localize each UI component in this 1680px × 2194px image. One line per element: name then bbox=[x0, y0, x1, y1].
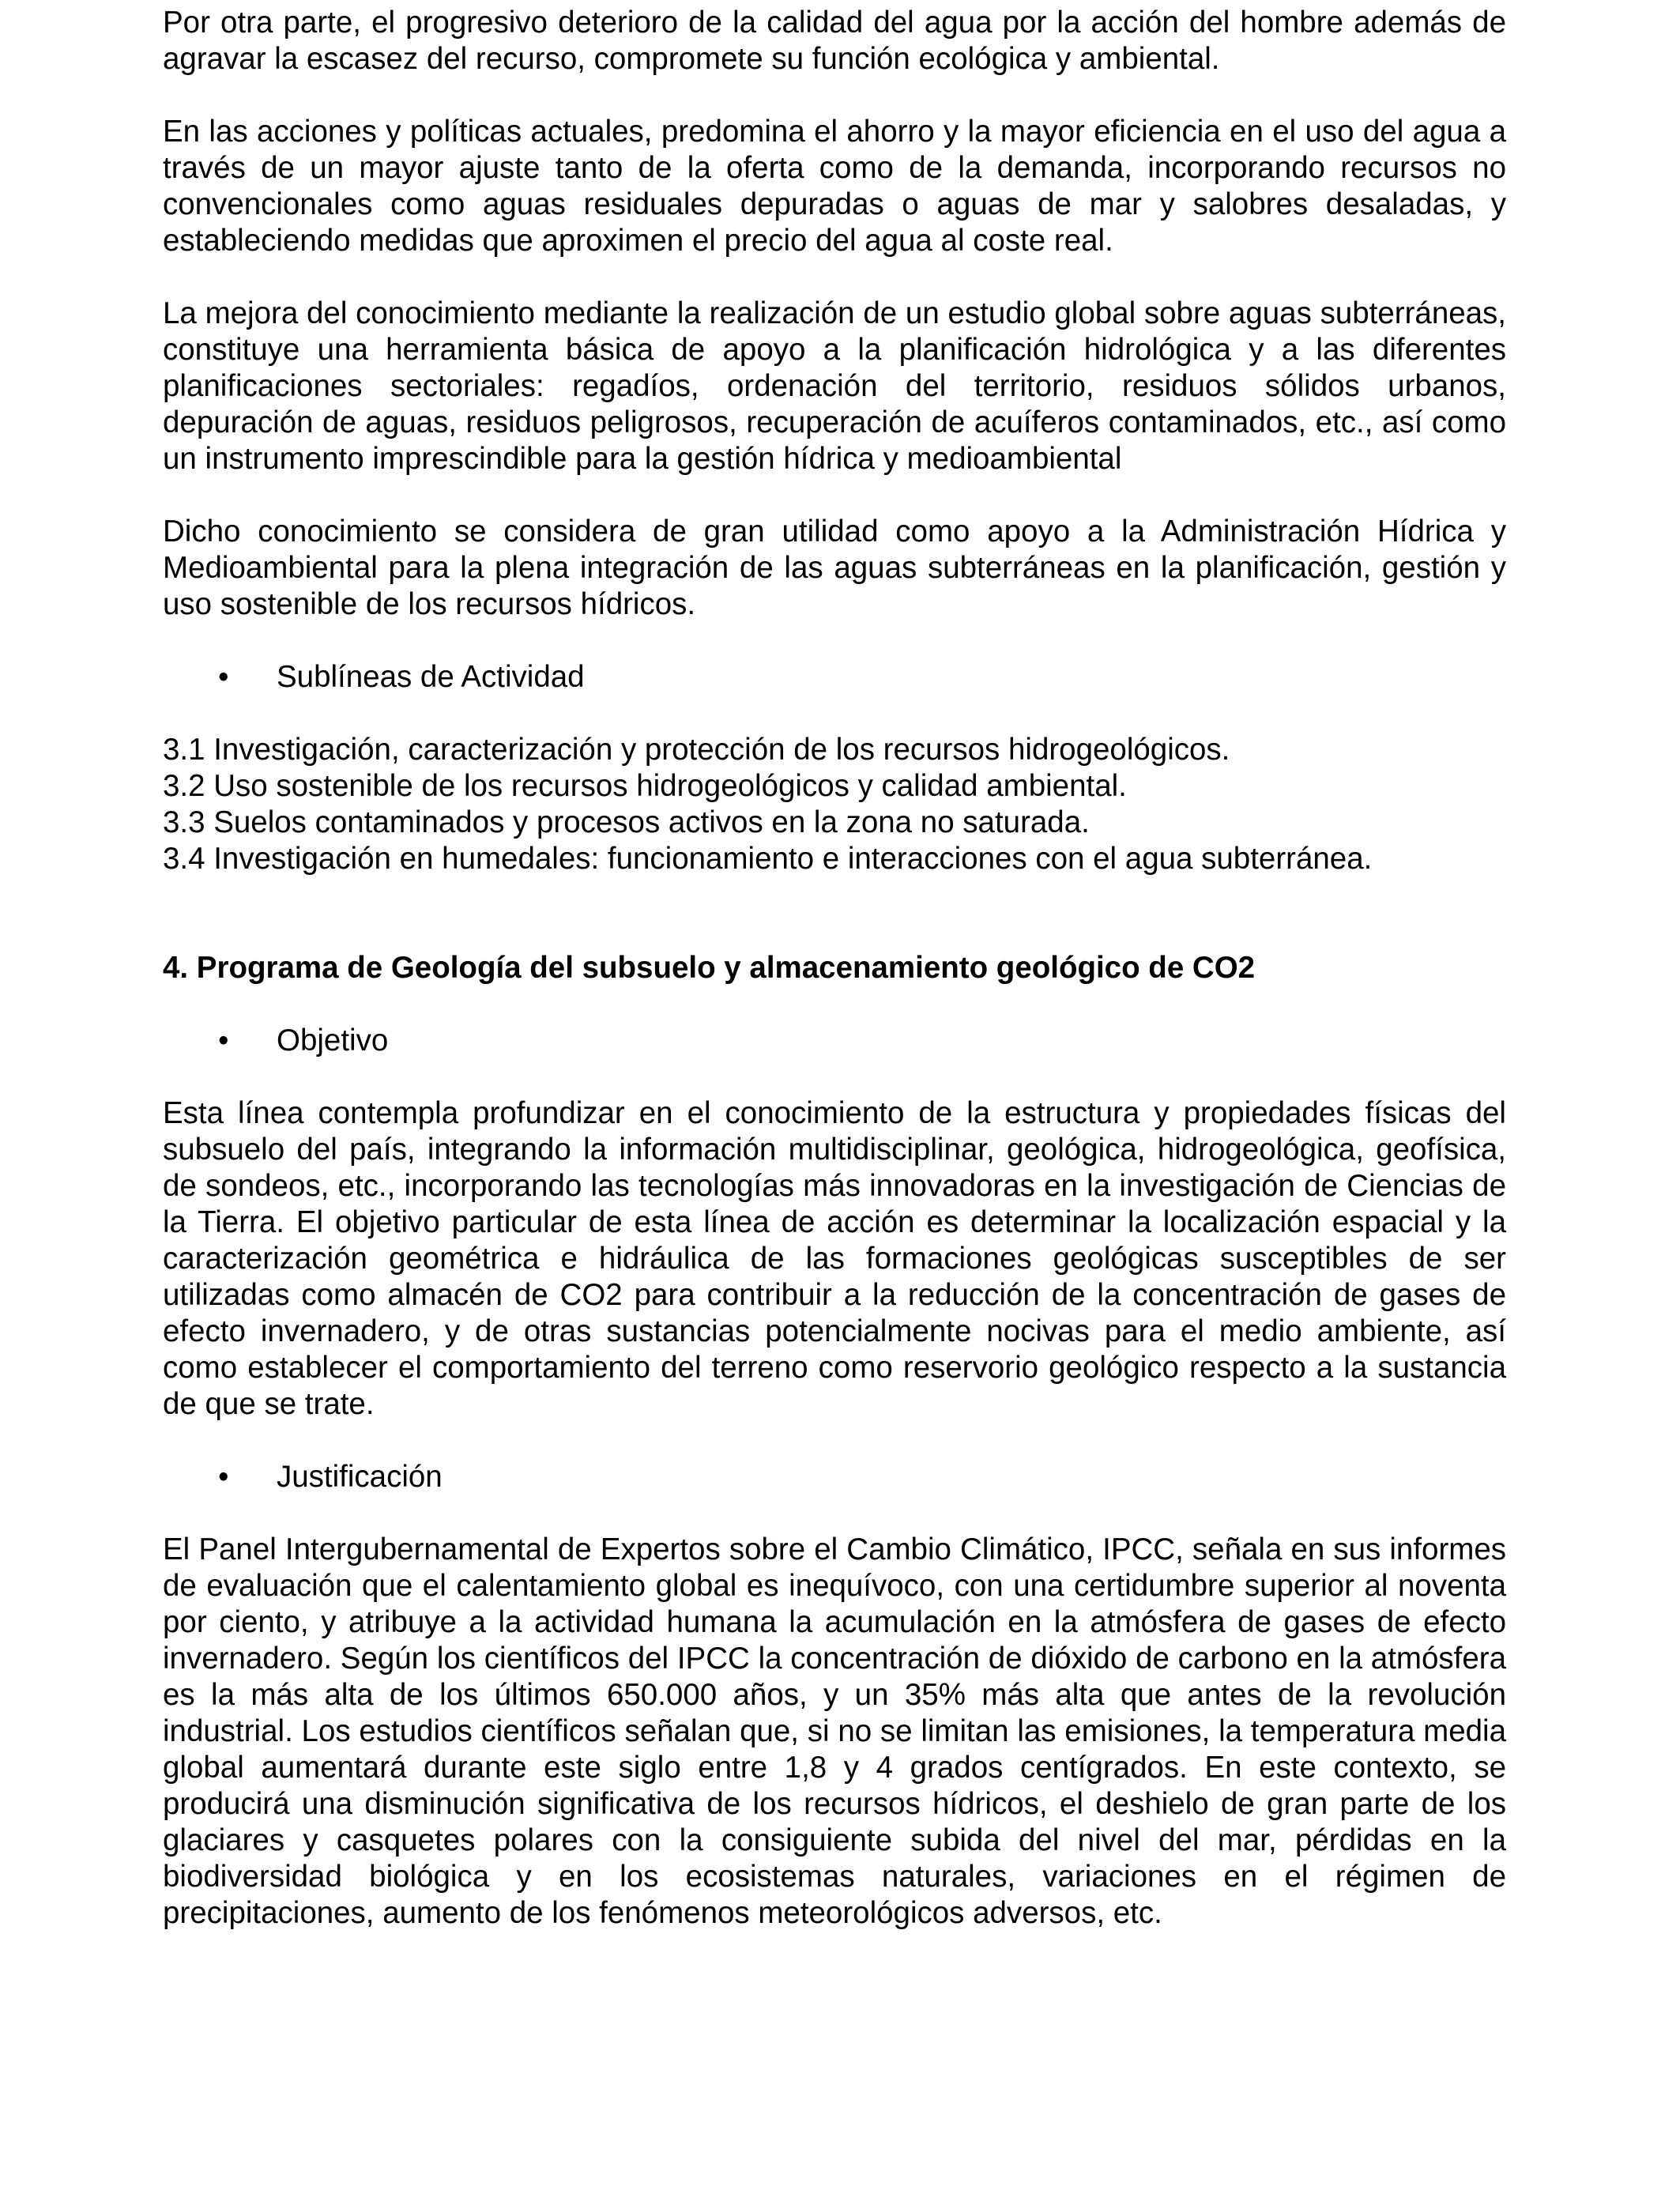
paragraph-justificacion: El Panel Intergubernamental de Expertos sobre el Cambio Climático, IPCC, señala en sus informes de evaluación que el calentamiento global es inequívoco, con una certidumbre superior al noventa por ciento, y atribuye a la actividad humana la acumulación en la atmósfera de gases de efecto invernadero. Según los científicos del IPCC la concentración de dióxido de carbono en la atmósfera es la más alta de los últimos 650.000 años, y un 35% más alta que antes de la revolución industrial. Los estudios científicos señalan que, si no se limitan las emisiones, la temperatura media global aumentará durante este siglo entre 1,8 y 4 grados centígrados. En este contexto, se producirá una disminución significativa de los recursos hídricos, el deshielo de gran parte de los glaciares y casquetes polares con la consiguiente subida del nivel del mar, pérdidas en la biodiversidad biológica y en los ecosistemas naturales, variaciones en el régimen de precipitaciones, aumento de los fenómenos meteorológicos adversos, etc. bbox=[163, 1532, 1506, 1930]
section-4-heading: 4. Programa de Geología del subsuelo y almacenamiento geológico de CO2 bbox=[163, 951, 1256, 985]
subline-item: 3.2 Uso sostenible de los recursos hidrogeológicos y calidad ambiental. bbox=[163, 769, 1127, 803]
subline-item: 3.4 Investigación en humedales: funcionamiento e interacciones con el agua subterránea. bbox=[163, 842, 1373, 876]
bullet-label: Justificación bbox=[277, 1460, 443, 1494]
document-page bbox=[163, 5, 1506, 1968]
bullet-icon: • bbox=[218, 1023, 229, 1057]
subline-item: 3.1 Investigación, caracterización y protección de los recursos hidrogeológicos. bbox=[163, 733, 1230, 767]
bullet-sublineas-actividad bbox=[163, 659, 1506, 696]
bullet-justificacion bbox=[163, 1459, 1506, 1495]
paragraph-dicho-conocimiento: Dicho conocimiento se considera de gran utilidad como apoyo a la Administración Hídrica y Medioambiental para la plena integración de las aguas subterráneas en la planificación, gestión y uso sostenible de los recursos hídricos. bbox=[163, 515, 1506, 621]
paragraph-objetivo: Esta línea contempla profundizar en el conocimiento de la estructura y propiedades físicas del subsuelo del país, integrando la información multidisciplinar, geológica, hidrogeológica, geofísica, de sondeos, etc., incorporando las tecnologías más innovadoras en la investigación de Ciencias de la Tierra. El objetivo particular de esta línea de acción es determinar la localización espacial y la caracterización geométrica e hidráulica de las formaciones geológicas susceptibles de ser utilizadas como almacén de CO2 para contribuir a la reducción de la concentración de gases de efecto invernadero, y de otras sustancias potencialmente nocivas para el medio ambiente, así como establecer el comportamiento del terreno como reservorio geológico respecto a la sustancia de que se trate. bbox=[163, 1096, 1506, 1421]
bullet-objetivo bbox=[163, 1023, 1506, 1059]
sublines-list bbox=[163, 732, 1506, 877]
bullet-label: Sublíneas de Actividad bbox=[277, 660, 585, 694]
paragraph-acciones-politicas: En las acciones y políticas actuales, predomina el ahorro y la mayor eficiencia en el uso del agua a través de un mayor ajuste tanto de la oferta como de la demanda, incorporando recursos no convencionales como aguas residuales depuradas o aguas de mar y salobres desaladas, y estableciendo medidas que aproximen el precio del agua al coste real. bbox=[163, 115, 1506, 258]
bullet-icon: • bbox=[218, 660, 229, 694]
paragraph-deterioro-calidad: Por otra parte, el progresivo deterioro de la calidad del agua por la acción del hombre además de agravar la escasez del recurso, compromete su función ecológica y ambiental. bbox=[163, 6, 1506, 76]
bullet-icon: • bbox=[218, 1460, 229, 1494]
bullet-label: Objetivo bbox=[277, 1023, 389, 1057]
subline-item: 3.3 Suelos contaminados y procesos activos en la zona no saturada. bbox=[163, 805, 1090, 839]
paragraph-mejora-conocimiento: La mejora del conocimiento mediante la realización de un estudio global sobre aguas subterráneas, constituye una herramienta básica de apoyo a la planificación hidrológica y a las diferentes planificaciones sectoriales: regadíos, ordenación del territorio, residuos sólidos urbanos, depuración de aguas, residuos peligrosos, recuperación de acuíferos contaminados, etc., así como un instrumento imprescindible para la gestión hídrica y medioambiental bbox=[163, 296, 1506, 476]
